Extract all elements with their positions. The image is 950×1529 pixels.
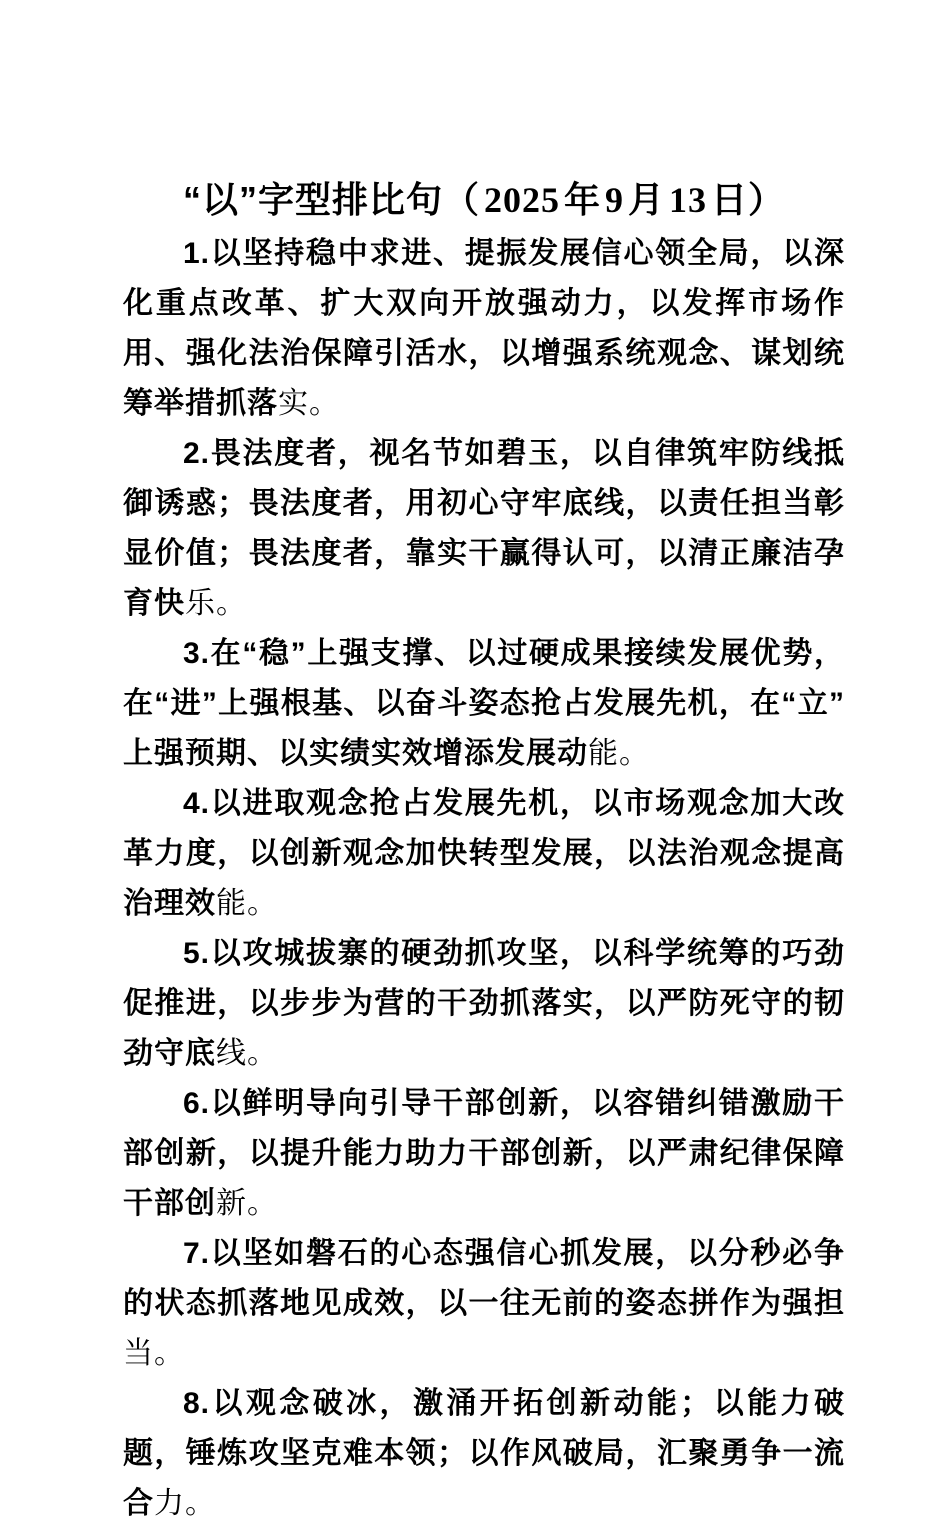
paragraph-6-tail: 新。 — [216, 1187, 278, 1220]
paragraph-6-text: 6.以鲜明导向引导干部创新，以容错纠错激励干部创新，以提升能力助力干部创新，以严肃纪律保障干部创 — [123, 1087, 845, 1220]
paragraph-8 — [123, 1379, 845, 1529]
document-title — [123, 176, 845, 224]
paragraph-2-tail: 乐。 — [185, 587, 247, 620]
paragraph-4-tail: 能。 — [216, 887, 278, 920]
paragraph-8-tail: 力。 — [154, 1487, 216, 1520]
paragraph-4 — [123, 779, 845, 929]
paragraph-2 — [123, 429, 845, 629]
title-year: 2025 — [483, 180, 560, 220]
paragraph-1 — [123, 229, 845, 429]
document-content — [123, 176, 845, 1529]
paragraph-5 — [123, 929, 845, 1079]
paragraph-1-tail: 实。 — [278, 387, 340, 420]
title-text: “以”字型排比句（ — [182, 179, 480, 220]
paragraph-6 — [123, 1079, 845, 1229]
paragraph-7-text: 7.以坚如磐石的心态强信心抓发展，以分秒必争的状态抓落地见成效，以一往无前的姿态拼作为强担 — [123, 1237, 845, 1320]
paragraph-1-text: 1.以坚持稳中求进、提振发展信心领全局，以深化重点改革、扩大双向开放强动力，以发挥市场作用、强化法治保障引活水，以增强系统观念、谋划统筹举措抓落 — [123, 237, 845, 420]
paragraph-3-tail: 能。 — [588, 737, 650, 770]
paragraph-2-text: 2.畏法度者，视名节如碧玉，以自律筑牢防线抵御诱惑；畏法度者，用初心守牢底线，以责任担当彰显价值；畏法度者，靠实干赢得认可，以清正廉洁孕育快 — [123, 437, 845, 620]
paragraph-3 — [123, 629, 845, 779]
title-year-unit: 年 — [563, 179, 601, 220]
paragraph-4-text: 4.以进取观念抢占发展先机，以市场观念加大改革力度，以创新观念加快转型发展，以法治观念提高治理效 — [123, 787, 845, 920]
paragraph-7-tail: 当。 — [123, 1337, 185, 1370]
title-day-unit: 日） — [711, 179, 786, 220]
paragraph-5-tail: 线。 — [216, 1037, 278, 1070]
paragraph-3-text: 3.在“稳”上强支撑、以过硬成果接续发展优势，在“进”上强根基、以奋斗姿态抢占发展先机，在“立”上强预期、以实绩实效增添发展动 — [123, 637, 845, 770]
title-month-unit: 月 — [628, 179, 666, 220]
paragraph-5-text: 5.以攻城拔寨的硬劲抓攻坚，以科学统筹的巧劲促推进，以步步为营的干劲抓落实，以严防死守的韧劲守底 — [123, 937, 845, 1070]
title-month: 9 — [605, 180, 624, 220]
paragraph-7 — [123, 1229, 845, 1379]
paragraph-8-text: 8.以观念破冰，激涌开拓创新动能；以能力破题，锤炼攻坚克难本领；以作风破局，汇聚勇争一流合 — [123, 1387, 845, 1520]
title-day: 13 — [669, 180, 708, 220]
